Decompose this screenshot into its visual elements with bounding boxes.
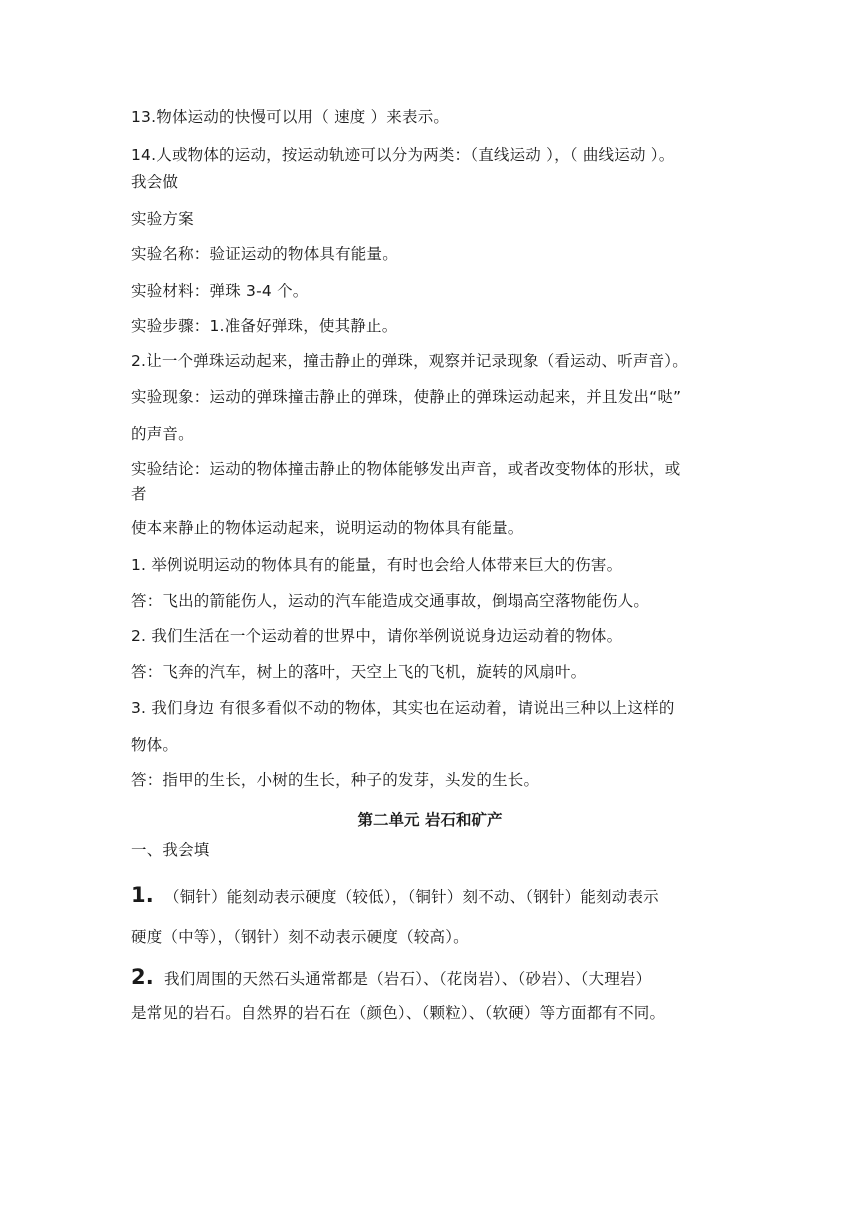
text-line-question-1: 1. 举例说明运动的物体具有的能量，有时也会给人体带来巨大的伤害。 — [131, 556, 623, 574]
text-line-experiment-name: 实验名称：验证运动的物体具有能量。 — [131, 245, 398, 263]
text-line-i-can-do: 我会做 — [131, 173, 179, 191]
fill-question-2-line-1 — [131, 967, 651, 989]
fill-question-1-line-2: 硬度（中等），（钢针）刻不动表示硬度（较高）。 — [131, 928, 469, 946]
text-line-question-2: 2. 我们生活在一个运动着的世界中，请你举例说说身边运动着的物体。 — [131, 627, 623, 645]
section-title: 一、我会填 — [131, 841, 210, 859]
question-number: 1. — [131, 883, 154, 907]
text-line-experiment-plan: 实验方案 — [131, 210, 194, 228]
text-line-conclusion: 实验结论：运动的物体撞击静止的物体能够发出声音，或者改变物体的形状，或 — [131, 460, 681, 478]
text-line-q14: 14.人或物体的运动，按运动轨迹可以分为两类：（直线运动 ），（ 曲线运动 ）。 — [131, 146, 675, 164]
text-line-phenomenon: 实验现象：运动的弹珠撞击静止的弹珠，使静止的弹珠运动起来，并且发出“哒” — [131, 388, 682, 406]
text-line-conclusion-cont: 者 — [131, 485, 147, 503]
text-line-answer-3: 答：指甲的生长，小树的生长，种子的发芽，头发的生长。 — [131, 771, 540, 789]
fill-question-1-line-1 — [131, 885, 659, 907]
text-line-experiment-step-1: 实验步骤：1.准备好弹珠，使其静止。 — [131, 317, 398, 335]
unit-heading: 第二单元 岩石和矿产 — [357, 811, 503, 829]
question-number: 2. — [131, 965, 154, 989]
text-line-phenomenon-cont: 的声音。 — [131, 425, 194, 443]
text-line-q13: 13.物体运动的快慢可以用（ 速度 ）来表示。 — [131, 108, 450, 126]
text-line-experiment-materials: 实验材料：弹珠 3-4 个。 — [131, 282, 309, 300]
fill-question-1-text: （铜针）能刻动表示硬度（较低），（铜针）刻不动、（钢针）能刻动表示 — [164, 888, 659, 906]
text-line-conclusion-end: 使本来静止的物体运动起来，说明运动的物体具有能量。 — [131, 519, 524, 537]
text-line-answer-1: 答：飞出的箭能伤人，运动的汽车能造成交通事故，倒塌高空落物能伤人。 — [131, 592, 650, 610]
text-line-answer-2: 答：飞奔的汽车，树上的落叶，天空上飞的飞机，旋转的风扇叶。 — [131, 663, 587, 681]
text-line-experiment-step-2: 2.让一个弹珠运动起来，撞击静止的弹珠，观察并记录现象（看运动、听声音）。 — [131, 352, 688, 370]
text-line-question-3-cont: 物体。 — [131, 736, 179, 754]
fill-question-2-text: 我们周围的天然石头通常都是（岩石）、（花岗岩）、（砂岩）、（大理岩） — [164, 970, 652, 988]
text-line-question-3: 3. 我们身边 有很多看似不动的物体，其实也在运动着，请说出三种以上这样的 — [131, 699, 675, 717]
fill-question-2-line-2: 是常见的岩石。自然界的岩石在（颜色）、（颗粒）、（软硬）等方面都有不同。 — [131, 1004, 666, 1022]
